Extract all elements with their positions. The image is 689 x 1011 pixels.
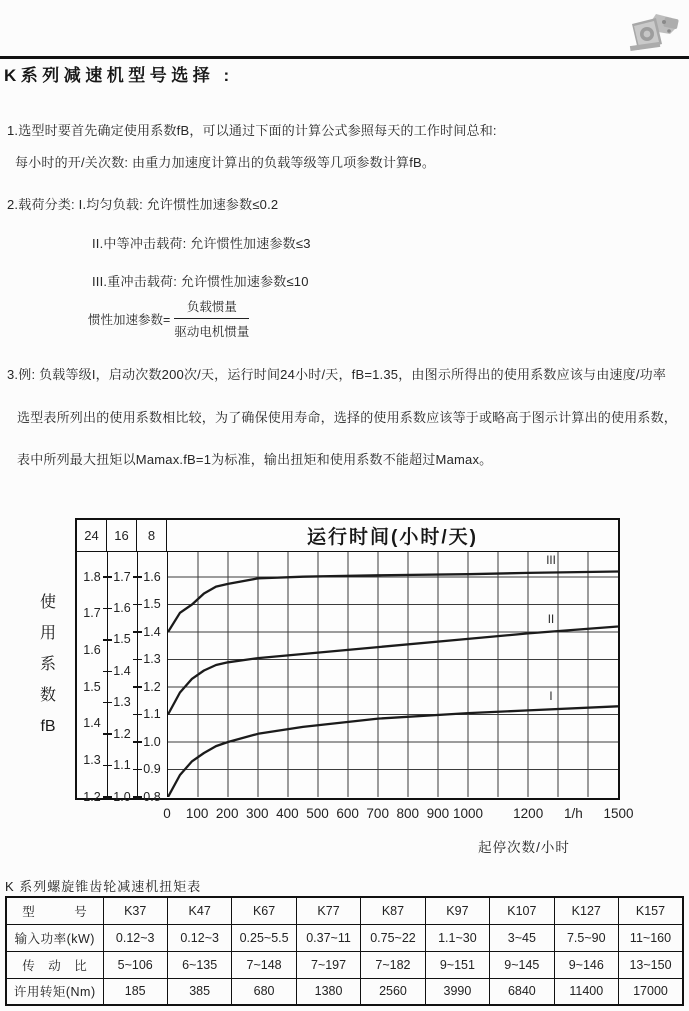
table-row bbox=[6, 924, 683, 951]
x-tick-label: 600 bbox=[336, 806, 359, 821]
x-tick-label: 700 bbox=[366, 806, 389, 821]
table-cell: 2560 bbox=[361, 978, 425, 1005]
fb-scale-value: 1.4 bbox=[143, 624, 161, 639]
table-cell: 0.37~11 bbox=[296, 924, 360, 951]
x-tick-label: 1000 bbox=[452, 806, 484, 821]
table-cell: 3990 bbox=[425, 978, 489, 1005]
x-tick-label: 800 bbox=[396, 806, 420, 821]
paragraph-load-class-2: II.中等冲击载荷: 允许惯性加速参数≤3 bbox=[92, 236, 311, 251]
curve-label-III: III bbox=[546, 554, 556, 567]
paragraph-selection-step1: 1.选型时要首先确定使用系数fB，可以通过下面的计算公式参照每天的工作时间总和: bbox=[7, 123, 497, 138]
fb-scale-value: 1.0 bbox=[113, 789, 131, 804]
x-tick-label: 1500 bbox=[603, 806, 634, 821]
fb-scale-value: 1.6 bbox=[143, 569, 161, 584]
fb-scale-value: 0.9 bbox=[143, 762, 161, 776]
scale-tick bbox=[103, 671, 112, 673]
table-cell: 1380 bbox=[296, 978, 360, 1005]
x-tick-label: 1200 bbox=[513, 806, 544, 821]
table-cell: 0.12~3 bbox=[103, 924, 167, 951]
fb-scale-value: 1.7 bbox=[113, 569, 131, 584]
paragraph-example-2: 选型表所列出的使用系数相比较，为了确保使用寿命，选择的使用系数应该等于或略高于图示计算出的使用系数， bbox=[17, 410, 678, 425]
hours-column-24: 24 bbox=[77, 520, 107, 551]
y-axis-label-char: fB bbox=[40, 718, 56, 735]
table-cell: 9~146 bbox=[554, 951, 618, 978]
x-axis-caption: 起停次数/小时 bbox=[478, 840, 570, 855]
scale-tick bbox=[103, 702, 112, 704]
chart-body bbox=[77, 552, 618, 804]
table-cell: 9~145 bbox=[490, 951, 554, 978]
scale-tick bbox=[133, 631, 142, 633]
curve-label-I: I bbox=[549, 691, 553, 704]
y-axis-label-char: 数 bbox=[39, 687, 56, 704]
table-row bbox=[6, 951, 683, 978]
table-cell: 13~150 bbox=[619, 951, 684, 978]
paragraph-example-3: 表中所列最大扭矩以Mamax.fB=1为标准，输出扭矩和使用系数不能超过Mamax。 bbox=[17, 452, 493, 467]
scale-tick bbox=[103, 796, 112, 798]
table-cell: 1.1~30 bbox=[425, 924, 489, 951]
scale-tick bbox=[133, 659, 142, 661]
table-row-label: 输入功率(kW) bbox=[6, 924, 103, 951]
scale-tick bbox=[133, 576, 142, 578]
scale-tick bbox=[103, 639, 112, 641]
table-cell: K37 bbox=[103, 897, 167, 924]
scale-tick bbox=[133, 714, 142, 716]
paragraph-selection-step1b: 每小时的开/关次数: 由重力加速度计算出的负载等级等几项参数计算fB。 bbox=[15, 155, 436, 170]
scale-tick bbox=[133, 769, 142, 771]
table-cell: K127 bbox=[554, 897, 618, 924]
table-row-label: 许用转矩(Nm) bbox=[6, 978, 103, 1005]
fb-scale-value: 1.1 bbox=[143, 707, 161, 721]
fb-scale-value: 1.3 bbox=[143, 652, 161, 666]
chart-grid-and-curves bbox=[168, 552, 618, 797]
page-title: K系列减速机型号选择 : bbox=[4, 66, 234, 85]
scale-tick bbox=[103, 576, 112, 578]
torque-table-body bbox=[6, 897, 683, 1005]
table-title: K 系列螺旋锥齿轮减速机扭矩表 bbox=[5, 879, 202, 894]
fb-scale-value: 1.4 bbox=[113, 663, 131, 678]
x-tick-label: 100 bbox=[185, 806, 209, 821]
table-cell: 680 bbox=[232, 978, 296, 1005]
fb-scale-value: 1.0 bbox=[143, 734, 161, 749]
x-tick-label: 200 bbox=[215, 806, 239, 821]
table-cell: K107 bbox=[490, 897, 554, 924]
fb-scale-value: 1.3 bbox=[83, 752, 101, 767]
paragraph-load-class-1: 2.载荷分类: I.均匀负载: 允许惯性加速参数≤0.2 bbox=[7, 197, 279, 212]
inertia-formula bbox=[88, 297, 249, 340]
fb-scale-value: 1.4 bbox=[83, 716, 101, 731]
y-axis-label-char: 使 bbox=[39, 594, 56, 611]
fb-scale-value: 1.5 bbox=[83, 679, 101, 694]
table-cell: K47 bbox=[167, 897, 231, 924]
hours-column-8: 8 bbox=[137, 520, 167, 551]
table-cell: K67 bbox=[232, 897, 296, 924]
paragraph-load-class-3: III.重冲击载荷: 允许惯性加速参数≤10 bbox=[92, 274, 309, 289]
table-cell: 11~160 bbox=[619, 924, 684, 951]
chart-header bbox=[77, 520, 618, 552]
curve-label-II: II bbox=[547, 613, 555, 626]
plot-area bbox=[167, 552, 618, 797]
formula-label: 惯性加速参数= bbox=[88, 312, 171, 327]
x-tick-label: 900 bbox=[426, 806, 450, 821]
table-cell: 0.12~3 bbox=[167, 924, 231, 951]
scale-divider bbox=[137, 552, 138, 797]
scale-tick bbox=[133, 604, 142, 606]
fb-scale-value: 1.7 bbox=[83, 606, 101, 621]
scale-tick bbox=[103, 733, 112, 735]
table-cell: 9~151 bbox=[425, 951, 489, 978]
table-cell: 185 bbox=[103, 978, 167, 1005]
y-axis-label-char: 系 bbox=[39, 656, 56, 673]
table-cell: K157 bbox=[619, 897, 684, 924]
fb-scale-value: 1.8 bbox=[83, 569, 101, 584]
table-row-label: 型 号 bbox=[6, 897, 103, 924]
y-axis-label-char: 用 bbox=[39, 625, 56, 642]
x-tick-label: 500 bbox=[306, 806, 329, 821]
x-tick-label: 1/h bbox=[563, 806, 583, 821]
table-cell: 0.25~5.5 bbox=[232, 924, 296, 951]
x-tick-label: 400 bbox=[276, 806, 299, 821]
table-cell: 11400 bbox=[554, 978, 618, 1005]
torque-table bbox=[5, 896, 684, 1006]
table-cell: K87 bbox=[361, 897, 425, 924]
fb-scale-value: 1.2 bbox=[113, 726, 131, 741]
fb-scale-area bbox=[77, 552, 167, 804]
formula-numerator: 负载惯量 bbox=[174, 297, 249, 319]
fb-scale-value: 1.6 bbox=[113, 600, 131, 615]
fb-scale-value: 1.6 bbox=[83, 642, 101, 657]
table-cell: 6~135 bbox=[167, 951, 231, 978]
fb-scale-value: 1.1 bbox=[113, 758, 131, 773]
fb-scale-value: 1.2 bbox=[143, 679, 161, 694]
fb-scale-value: 1.3 bbox=[113, 695, 131, 710]
table-row-label: 传 动 比 bbox=[6, 951, 103, 978]
table-cell: 7~182 bbox=[361, 951, 425, 978]
table-row bbox=[6, 978, 683, 1005]
x-axis-ticks bbox=[163, 806, 634, 822]
scale-tick bbox=[103, 765, 112, 767]
scale-tick bbox=[103, 608, 112, 610]
header-divider bbox=[0, 56, 689, 59]
table-cell: K77 bbox=[296, 897, 360, 924]
scale-tick bbox=[133, 796, 142, 798]
chart-title: 运行时间(小时/天) bbox=[307, 527, 478, 548]
table-cell: 7.5~90 bbox=[554, 924, 618, 951]
table-cell: 5~106 bbox=[103, 951, 167, 978]
service-factor-chart bbox=[75, 518, 620, 804]
scale-tick bbox=[133, 686, 142, 688]
gearbox-photo bbox=[620, 10, 682, 57]
table-cell: 0.75~22 bbox=[361, 924, 425, 951]
table-cell: K97 bbox=[425, 897, 489, 924]
fb-scale-value: 1.5 bbox=[113, 632, 131, 647]
formula-fraction bbox=[174, 297, 249, 340]
fb-scale-value: 1.5 bbox=[143, 597, 161, 611]
paragraph-example-1: 3.例: 负载等级I，启动次数200次/天，运行时间24小时/天，fB=1.35，由图示所得出的使用系数应该与由速度/功率 bbox=[7, 367, 667, 382]
table-cell: 7~197 bbox=[296, 951, 360, 978]
table-cell: 17000 bbox=[619, 978, 684, 1005]
formula-denominator: 驱动电机惯量 bbox=[174, 325, 250, 339]
table-cell: 3~45 bbox=[490, 924, 554, 951]
table-row bbox=[6, 897, 683, 924]
x-tick-label: 300 bbox=[246, 806, 269, 821]
fb-scale-value: 0.8 bbox=[143, 789, 161, 804]
table-cell: 7~148 bbox=[232, 951, 296, 978]
table-cell: 6840 bbox=[490, 978, 554, 1005]
y-axis-label bbox=[36, 592, 60, 747]
fb-scale-value: 1.2 bbox=[83, 789, 101, 804]
hours-column-16: 16 bbox=[107, 520, 137, 551]
x-tick-label: 0 bbox=[163, 806, 171, 821]
scale-tick bbox=[133, 741, 142, 743]
table-cell: 385 bbox=[167, 978, 231, 1005]
